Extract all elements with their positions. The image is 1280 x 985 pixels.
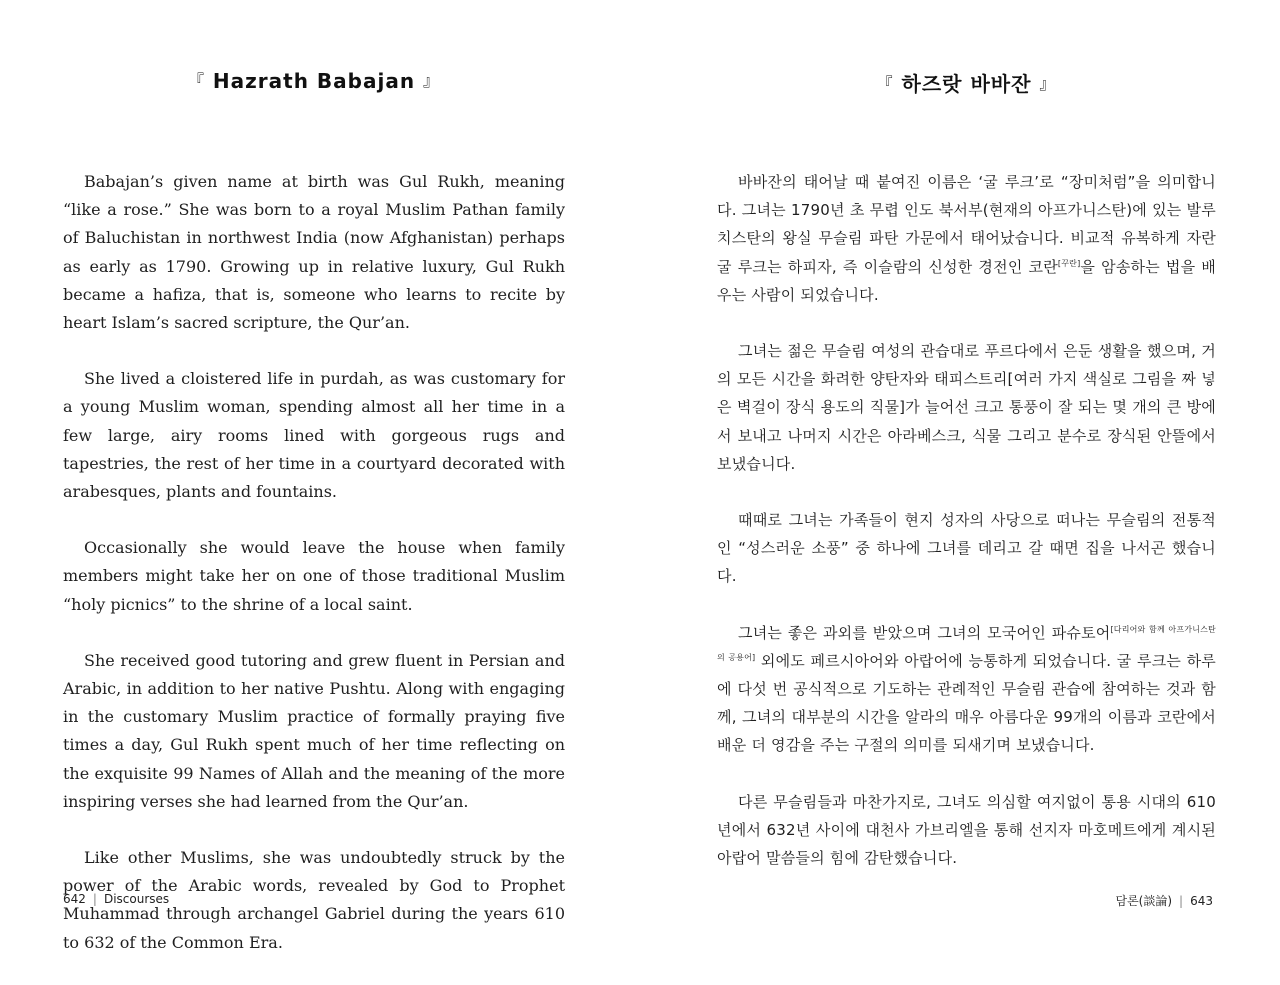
paragraph: 다른 무슬림들과 마찬가지로, 그녀도 의심할 여지없이 통용 시대의 610년에서 632년 사이에 대천사 가브리엘을 통해 선지자 마호메트에게 계시된 아랍어 말씀들의 힘에 감탄했습니다. [717,792,1216,868]
right-footer [1115,892,1213,909]
right-page [717,0,1216,947]
right-body-text [717,168,1216,900]
title-close-bracket: 』 [1039,74,1057,93]
paragraph: 그녀는 젊은 무슬림 여성의 관습대로 푸르다에서 은둔 생활을 했으며, 거의 모든 시간을 화려한 양탄자와 태피스트리[여러 가지 색실로 그림을 짜 넣은 벽걸이 장식 용도의 직물]가 늘어선 크고 통풍이 잘 되는 몇 개의 큰 방에서 보내고 나머지 시간은 아라베스크, 식물 그리고 분수로 장식된 안뜰에서 보냈습니다. [717,342,1216,473]
paragraph: Like other Muslims, she was undoubtedly struck by the power of the Arabic words, revealed by God to Prophet Muhammad through archangel Gabriel during the years 610 to 632 of the Common Era. [63,848,565,952]
left-body-text [63,168,565,985]
left-page [63,0,565,952]
running-title: Discourses [103,892,170,906]
paragraph: She lived a cloistered life in purdah, as was customary for a young Muslim woman, spending almost all her time in a few large, airy rooms lined with gorgeous rugs and tapestries, the rest of her time in a courtyard decorated with arabesques, plants and fountains. [63,369,565,502]
right-page-title [717,68,1216,97]
title-text: Hazrath Babajan [212,69,416,93]
title-close-bracket: 』 [423,71,441,90]
title-open-bracket: 『 [876,74,894,93]
paragraph-text: 바바잔의 태어날 때 붙여진 이름은 ‘굴 루크’로 “장미처럼”을 의미합니다. 그녀는 1790년 초 무렵 인도 북서부(현재의 아프가니스탄)에 있는 발루치스탄의 왕실 무슬림 파탄 가문에서 태어났습니다. 비교적 유복하게 자란 굴 루크는 하피자, 즉 이슬람의 신성한 경전인 코란 [717,173,1216,276]
title-open-bracket: 『 [187,71,205,90]
running-title: 담론(談論) [1115,894,1173,908]
paragraph [717,619,1216,760]
paragraph-text: 을 암송하는 법을 배우는 사람이 되었습니다. [717,257,1217,304]
paragraph: Occasionally she would leave the house when family members might take her on one of those traditional Muslim “holy picnics” to the shrine of a local saint. [63,538,565,614]
inline-note: [다리어와 함께 아프가니스탄의 공용어] [717,624,1216,662]
inline-note: [꾸란] [1057,258,1081,268]
footer-separator: | [1179,894,1184,908]
paragraph: She received good tutoring and grew fluent in Persian and Arabic, in addition to her native Pushtu. Along with engaging in the customary Muslim practice of formally praying five times a day, Gul Rukh spent much of her time reflecting on the exquisite 99 Names of Allah and the meaning of the more inspiring verses she had learned from the Qur’an. [63,650,565,811]
title-text: 하즈랏 바바잔 [901,72,1032,96]
paragraph: 때때로 그녀는 가족들이 현지 성자의 사당으로 떠나는 무슬림의 전통적인 “성스러운 소풍” 중 하나에 그녀를 데리고 갈 때면 집을 나서곤 했습니다. [717,511,1216,586]
left-page-title [63,68,565,93]
paragraph-text: 그녀는 좋은 과외를 받았으며 그녀의 모국어인 파슈토어 [738,623,1111,642]
paragraph: Babajan’s given name at birth was Gul Rukh, meaning “like a rose.” She was born to a royal Muslim Pathan family of Baluchistan in northwest India (now Afghanistan) perhaps as early as 1790. Growing up in relative luxury, Gul Rukh became a hafiza, that is, someone who learns to recite by heart Islam’s sacred scripture, the Qur’an. [63,172,565,333]
page-number: 643 [1190,894,1213,908]
page-number: 642 [63,892,86,906]
paragraph [717,168,1216,309]
left-footer [63,892,169,906]
paragraph-text: 외에도 페르시아어와 아랍어에 능통하게 되었습니다. 굴 루크는 하루에 다섯 번 공식적으로 기도하는 관례적인 무슬림 관습에 참여하는 것과 함께, 그녀의 대부분의 시간을 알라의 매우 아름다운 99개의 이름과 코란에서 배운 더 영감을 주는 구절의 의미를 되새기며 보냈습니다. [717,651,1216,755]
footer-separator: | [92,892,97,906]
